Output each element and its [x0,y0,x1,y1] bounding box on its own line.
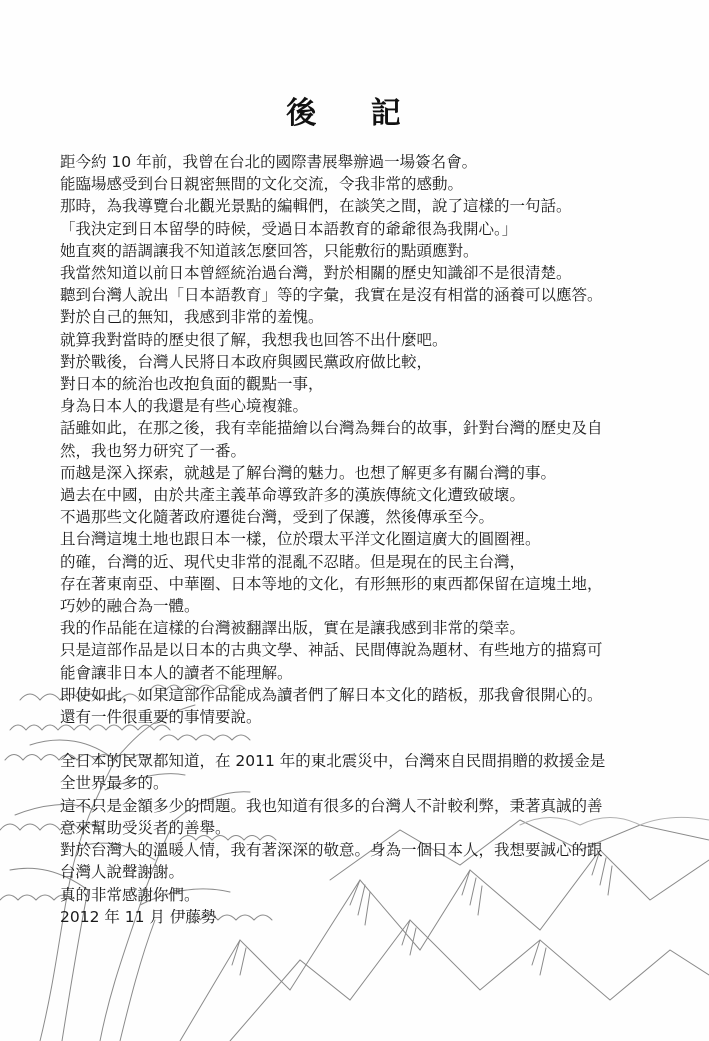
text-line: 對於台灣人的溫暖人情，我有著深深的敬意。身為一個日本人，我想要誠心的跟 [60,841,603,860]
text-line: 還有一件很重要的事情要說。 [60,708,262,727]
text-line: 的確，台灣的近、現代史非常的混亂不忍睹。但是現在的民主台灣， [60,552,526,571]
page-title: 後 記 [286,96,423,131]
text-line: 對於戰後，台灣人民將日本政府與國民黨政府做比較， [60,352,433,371]
text-line: 巧妙的融合為一體。 [60,597,200,616]
text-line: 對於自己的無知，我感到非常的羞愧。 [60,308,324,327]
text-line: 過去在中國，由於共產主義革命導致許多的漢族傳統文化遭致破壞。 [60,486,526,505]
text-line: 只是這部作品是以日本的古典文學、神話、民間傳說為題材、有些地方的描寫可 [60,641,603,660]
text-line: 即使如此，如果這部作品能成為讀者們了解日本文化的踏板，那我會很開心的。 [60,685,603,704]
text-line: 距今約 10 年前，我曾在台北的國際書展舉辦過一場簽名會。 [60,153,478,171]
text-line: 全世界最多的。 [60,774,169,793]
text-line: 然，我也努力研究了一番。 [60,441,247,460]
text-line: 能臨場感受到台日親密無間的文化交流，令我非常的感動。 [60,175,464,194]
text-line: 對日本的統治也改抱負面的觀點一事， [60,375,324,394]
text-line: 身為日本人的我還是有些心境複雜。 [60,397,309,416]
text-line: 不過那些文化隨著政府遷徙台灣，受到了保護，然後傳承至今。 [60,508,495,527]
text-line: 台灣人說聲謝謝。 [60,863,185,882]
text-line: 這不只是金額多少的問題。我也知道有很多的台灣人不計較利弊，秉著真誠的善 [60,796,603,815]
text-line: 「我決定到日本留學的時候，受過日本語教育的爺爺很為我開心。」 [60,219,518,238]
text-line: 她直爽的語調讓我不知道該怎麼回答，只能敷衍的點頭應對。 [60,241,479,260]
text-line: 我當然知道以前日本曾經統治過台灣，對於相關的歷史知識卻不是很清楚。 [60,264,572,283]
text-line: 全日本的民眾都知道，在 2011 年的東北震災中，台灣來自民間捐贈的救援金是 [60,752,606,771]
text-line: 真的非常感謝你們。 [60,885,200,904]
text-line: 且台灣這塊土地也跟日本一樣，位於環太平洋文化圈這廣大的圓圈裡。 [60,530,541,549]
text-line: 話雖如此，在那之後，我有幸能描繪以台灣為舞台的故事，針對台灣的歷史及自 [60,419,603,438]
text-line: 能會讓非日本人的讀者不能理解。 [60,663,293,682]
text-line: 意來幫助受災者的善舉。 [60,818,231,837]
text-line: 就算我對當時的歷史很了解，我想我也回答不出什麼吧。 [60,330,448,349]
text-line: 聽到台灣人說出「日本語教育」等的字彙，我實在是沒有相當的涵養可以應答。 [60,286,603,305]
signature-line: 2012 年 11 月 伊藤勢 [60,907,217,926]
text-line: 存在著東南亞、中華圈、日本等地的文化，有形無形的東西都保留在這塊土地， [60,574,603,593]
paragraph-gap [60,728,650,750]
text-line: 而越是深入探索，就越是了解台灣的魅力。也想了解更多有關台灣的事。 [60,463,557,482]
text-line: 那時，為我導覽台北觀光景點的編輯們，在談笑之間，說了這樣的一句話。 [60,197,572,216]
afterword-body [60,151,650,928]
text-line: 我的作品能在這樣的台灣被翻譯出版，實在是讓我感到非常的榮幸。 [60,619,526,638]
